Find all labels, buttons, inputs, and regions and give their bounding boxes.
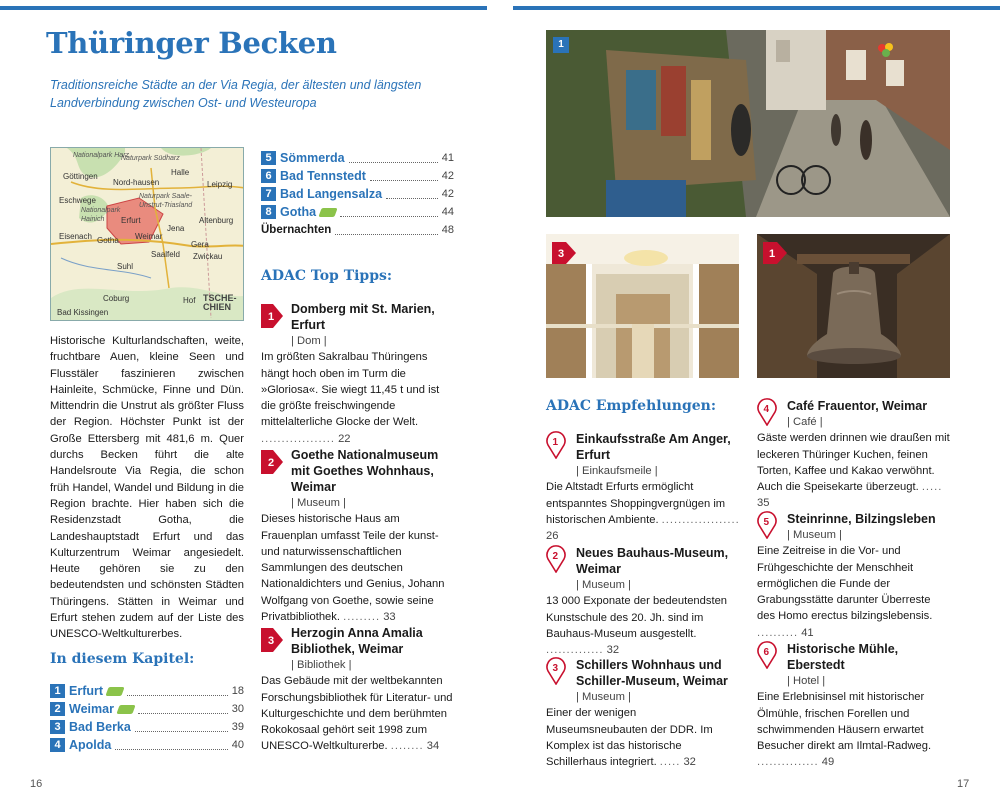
svg-text:2: 2 <box>268 457 275 469</box>
map-label: Naturpark Saale-Unstrut-Triasland <box>139 193 193 209</box>
red-arrow-marker-icon <box>552 240 578 266</box>
photo-anna-amalia-library <box>546 234 739 378</box>
recommendation-description: Die Altstadt Erfurts ermöglicht entspanntes Shoppingvergnügen im historischen Ambiente. <box>546 481 726 526</box>
recommendation-page: 26 <box>546 530 559 543</box>
street-photo-graphic <box>546 30 950 217</box>
green-sign-icon <box>116 705 135 714</box>
chapter-page: 18 <box>231 685 244 697</box>
tip-title[interactable]: Domberg mit St. Marien, Erfurt <box>291 302 435 332</box>
top-tip-item[interactable]: 1 Domberg mit St. Marien, Erfurt | Dom | Im größten Sakralbau Thüringens hängt hoch oben im Turm die »Gloriosa«. Sie wiegt 11,45 t und ist die größte freischwingende mittelalterliche Glocke der Welt. .................. 22 <box>261 301 455 447</box>
region-map[interactable] <box>50 147 244 321</box>
recommendation-title[interactable]: Neues Bauhaus-Museum, Weimar <box>576 546 729 576</box>
chapter-page: 30 <box>231 703 244 715</box>
map-label: Gotha <box>97 236 119 245</box>
subtitle: Traditionsreiche Städte an der Via Regia, der ältesten und längsten Landverbindung zwischen Ost- und Westeuropa <box>50 78 422 110</box>
chapter-page: 41 <box>441 152 454 164</box>
chapter-item[interactable] <box>261 203 454 221</box>
leader-dots <box>386 189 438 199</box>
tip-category: | Bibliothek | <box>291 659 352 671</box>
recommendation-description: Eine Erlebnisinsel mit historischer Ölmühle, frischen Forellen und schwimmenden Häusern erwartet Besucher direkt am Ilmtal-Radweg. <box>757 691 932 753</box>
recommendation-item[interactable]: 6 Historische Mühle, Eberstedt | Hotel | Eine Erlebnisinsel mit historischer Ölmühle, frischen Forellen und schwimmenden Häusern erwartet Besucher direkt am Ilmtal-Radweg. ............... 49 <box>757 641 951 771</box>
recommendation-page: 41 <box>801 626 814 639</box>
map-label: Leipzig <box>207 180 233 189</box>
chapter-item[interactable] <box>50 718 244 736</box>
chapter-item[interactable] <box>261 149 454 167</box>
page-number-right: 17 <box>957 778 970 790</box>
svg-text:5: 5 <box>763 517 770 528</box>
map-label: Eschwege <box>59 196 96 205</box>
overnight-label[interactable]: Übernachten <box>261 224 332 236</box>
green-sign-icon <box>105 687 124 696</box>
recommendation-description: Gäste werden drinnen wie draußen mit leckeren Thüringer Kuchen, feinen Torten, Kaffee und Kakao verwöhnt. Auch die Speisekarte überzeugt. <box>757 432 950 494</box>
recommendation-item[interactable]: 3 Schillers Wohnhaus und Schiller-Museum, Weimar | Museum | Einer der wenigen Museumsneubauten der DDR. Im Komplex ist das historische Schillerhaus integriert. ..... 32 <box>546 657 740 770</box>
red-arrow-marker-icon <box>261 304 283 328</box>
location-pin-icon <box>757 641 777 669</box>
chapter-page: 42 <box>441 170 454 182</box>
map-label: Göttingen <box>63 172 98 181</box>
svg-text:1: 1 <box>552 437 559 448</box>
recommendation-title[interactable]: Einkaufsstraße Am Anger, Erfurt <box>576 432 731 462</box>
recommendation-page: 32 <box>683 756 696 769</box>
tip-page: 33 <box>383 611 396 624</box>
green-sign-icon <box>318 208 337 217</box>
tip-page: 22 <box>338 432 351 445</box>
chapter-page: 39 <box>231 721 244 733</box>
tip-title[interactable]: Herzogin Anna Amalia Bibliothek, Weimar <box>291 626 423 656</box>
photo-badge: 1 <box>553 37 569 53</box>
red-arrow-marker-icon <box>261 450 283 474</box>
map-label: Zwickau <box>193 252 223 261</box>
chapter-number: 7 <box>261 187 276 201</box>
map-label: TSCHE-CHIEN <box>203 293 237 312</box>
chapter-item[interactable] <box>261 167 454 185</box>
map-label: Hof <box>183 296 196 305</box>
chapter-list-left <box>50 682 244 754</box>
chapter-item[interactable] <box>50 700 244 718</box>
tip-description: Im größten Sakralbau Thüringens hängt hoch oben im Turm die »Gloriosa«. Sie wiegt 11,45 t und ist die größte freischwingende mittelalterliche Glocke der Welt. <box>261 351 440 429</box>
tip-category: | Dom | <box>291 335 327 347</box>
map-label: Coburg <box>103 294 130 303</box>
chapter-page: 44 <box>441 206 454 218</box>
chapter-page: 40 <box>231 739 244 751</box>
chapter-item[interactable] <box>50 682 244 700</box>
recommendation-category: | Café | <box>787 416 823 428</box>
recommendation-category: | Museum | <box>576 691 631 703</box>
chapter-item[interactable] <box>50 736 244 754</box>
overnight-page: 48 <box>441 224 454 236</box>
map-label: Bad Kissingen <box>57 308 109 317</box>
leader-dots <box>349 153 438 163</box>
recommendation-title[interactable]: Historische Mühle, Eberstedt <box>787 642 899 672</box>
chapter-name[interactable]: Sömmerda <box>280 151 345 165</box>
recommendations-heading: ADAC Empfehlungen: <box>546 398 716 414</box>
chapter-number: 4 <box>50 738 65 752</box>
svg-text:3: 3 <box>268 635 275 647</box>
map-label: Nationalpark Harz <box>73 152 130 159</box>
map-label: Saalfeld <box>151 250 180 259</box>
overnight-item[interactable] <box>261 221 454 239</box>
leader-dots <box>127 686 228 696</box>
recommendation-page: 32 <box>606 644 620 657</box>
svg-text:3: 3 <box>558 248 565 260</box>
red-arrow-marker-icon <box>763 240 789 266</box>
chapter-name[interactable]: Bad Tennstedt <box>280 169 366 183</box>
svg-text:1: 1 <box>268 311 275 323</box>
chapter-item[interactable] <box>261 185 454 203</box>
map-label: Halle <box>171 168 190 177</box>
map-label: Naturpark Südharz <box>121 155 180 162</box>
chapter-number: 6 <box>261 169 276 183</box>
recommendation-title[interactable]: Schillers Wohnhaus und Schiller-Museum, Weimar <box>576 658 728 688</box>
map-label: Jena <box>167 224 185 233</box>
svg-text:3: 3 <box>552 663 559 674</box>
chapter-number: 2 <box>50 702 65 716</box>
map-label: Eisenach <box>59 232 92 241</box>
tip-description: Das Gebäude mit der weltbekannten Forschungsbibliothek für Literatur- und Kulturgeschichte und dem berühmten Rokokosaal gehört seit 1998 zum UNESCO-Weltkulturerbe. <box>261 675 453 753</box>
page-number-left: 16 <box>30 778 43 790</box>
top-rule-left <box>0 6 487 10</box>
tip-title[interactable]: Goethe Nationalmuseum mit Goethes Wohnhaus, Weimar <box>291 448 439 494</box>
chapter-number: 1 <box>50 684 65 698</box>
tip-category: | Museum | <box>291 497 346 509</box>
recommendation-page: 49 <box>821 756 835 769</box>
recommendation-category: | Museum | <box>576 579 631 591</box>
top-rule-right <box>513 6 1000 10</box>
chapter-name[interactable]: Erfurt <box>69 684 104 698</box>
leader-dots <box>335 225 437 235</box>
recommendation-item[interactable]: 2 Neues Bauhaus-Museum, Weimar | Museum | 13 000 Exponate der bedeutendsten Kunstschule des 20. Jh. sind im Bauhaus-Museum ausgestellt. .............. 32 <box>546 545 740 658</box>
svg-text:1: 1 <box>769 248 776 260</box>
chapter-page: 42 <box>441 188 454 200</box>
recommendation-item[interactable]: 5 Steinrinne, Bilzingsleben | Museum | Eine Zeitreise in die Vor- und Frühgeschichte der Menschheit ermöglichen die Funde der Grabungsstätte darunter Überreste des Homo erectus bilzingslebensis. .......... 41 <box>757 511 951 641</box>
location-pin-icon <box>546 431 566 459</box>
map-label: Nord-hausen <box>113 178 160 187</box>
map-label: Gera <box>191 240 209 249</box>
recommendation-category: | Museum | <box>787 529 842 541</box>
intro-text: Historische Kulturlandschaften, weite, fruchtbare Auen, kleine Seen und Flusstäler faszinieren zwischen Hainleite, Schmücke, Finne und Dün. Mittendrin die Unstrut als größter Fluss der Region. Höchster Punkt ist der Große Ettersberg mit 481,6 m. Quer durchs Becken führt die alte Handelsroute Via Regia, die schon früh Handel, Wandel und Bildung in die Region brachte. Hier haben sich die Residenzstadt Gotha, die Landeshauptstadt Erfurt und das Kulturzentrum Weimar angesiedelt. Heute gehören sie zu den bedeutendsten und schönsten Städten Thüringens. Stätten in Weimar und Erfurt stehen zudem auf der Liste des UNESCO-Weltkulturerbes. <box>50 335 244 641</box>
top-tips-heading: ADAC Top Tipps: <box>261 268 393 284</box>
chapter-number: 8 <box>261 205 276 219</box>
photo-kraemerbruecke-street <box>546 30 950 217</box>
chapter-name[interactable]: Apolda <box>69 738 112 752</box>
leader-dots <box>115 740 227 750</box>
recommendation-title[interactable]: Steinrinne, Bilzingsleben <box>787 512 936 526</box>
page-title: Thüringer Becken <box>46 26 337 60</box>
recommendation-item[interactable]: 1 Einkaufsstraße Am Anger, Erfurt | Einkaufsmeile | Die Altstadt Erfurts ermöglicht entspanntes Shoppingvergnügen im historischen Ambiente. ................... 26 <box>546 432 740 543</box>
tip-page: 34 <box>426 740 440 753</box>
recommendation-category: | Hotel | <box>787 675 826 687</box>
recommendation-description: 13 000 Exponate der bedeutendsten Kunstschule des 20. Jh. sind im Bauhaus-Museum ausgestellt. <box>546 595 728 640</box>
location-pin-icon <box>546 545 566 573</box>
chapter-name[interactable]: Gotha <box>280 205 317 219</box>
recommendation-category: | Einkaufsmeile | <box>576 465 658 477</box>
brand-logo-icon <box>876 42 896 58</box>
location-pin-icon <box>757 398 777 426</box>
svg-text:2: 2 <box>552 551 559 562</box>
chapter-name[interactable]: Bad Langensalza <box>280 187 383 201</box>
map-label: Altenburg <box>199 216 234 225</box>
recommendation-title[interactable]: Café Frauentor, Weimar <box>787 399 928 413</box>
map-label: Suhl <box>117 262 134 271</box>
chapter-name[interactable]: Weimar <box>69 702 114 716</box>
recommendation-description: Einer der wenigen Museumsneubauten der DDR. Im Komplex ist das historische Schillerhaus integriert. <box>546 707 713 769</box>
chapter-heading: In diesem Kapitel: <box>50 651 195 667</box>
recommendation-item[interactable]: 4 Café Frauentor, Weimar | Café | Gäste werden drinnen wie draußen mit leckeren Thüringer Kuchen, feinen Torten, Kaffee und Kakao verwöhnt. Auch die Speisekarte überzeugt. ..... 35 <box>757 399 950 510</box>
svg-text:6: 6 <box>763 647 770 658</box>
map-label: Weimar <box>135 232 163 241</box>
location-pin-icon <box>546 657 566 685</box>
tip-description: Dieses historische Haus am Frauenplan umfasst Teile der kunst- und naturwissenschaftlichen Sammlungen des deutschen Nationaldichters und Genius, Johann Wolfgang von Goethe, sowie seine Privatbibliothek. <box>261 513 445 624</box>
chapter-name[interactable]: Bad Berka <box>69 720 131 734</box>
photo-gloriosa-bell <box>757 234 950 378</box>
chapter-number: 3 <box>50 720 65 734</box>
location-pin-icon <box>757 511 777 539</box>
chapter-number: 5 <box>261 151 276 165</box>
top-tip-item[interactable]: 3 Herzogin Anna Amalia Bibliothek, Weimar | Bibliothek | Das Gebäude mit der weltbekannten Forschungsbibliothek für Literatur- und Kulturgeschichte und dem berühmten Rokokosaal gehört seit 1998 zum UNESCO-Weltkulturerbe. ........ 34 <box>261 625 455 755</box>
red-arrow-marker-icon <box>261 628 283 652</box>
top-tip-item[interactable]: 2 Goethe Nationalmuseum mit Goethes Wohnhaus, Weimar | Museum | Dieses historische Haus am Frauenplan umfasst Teile der kunst- und naturwissenschaftlichen Sammlungen des deutschen Nationaldichters und Genius, Johann Wolfgang von Goethe, sowie seine Privatbibliothek. ......... 33 <box>261 447 455 625</box>
svg-text:4: 4 <box>763 404 770 415</box>
recommendation-description: Eine Zeitreise in die Vor- und Frühgeschichte der Menschheit ermöglichen die Funde der Grabungsstätte darunter Überreste des Homo erectus bilzingslebensis. <box>757 545 933 623</box>
map-label: Erfurt <box>121 216 141 225</box>
leader-dots <box>340 207 438 217</box>
chapter-list-right <box>261 149 454 239</box>
leader-dots <box>138 704 228 714</box>
leader-dots <box>135 722 228 732</box>
recommendation-page: 35 <box>757 497 770 510</box>
leader-dots <box>370 171 438 181</box>
map-label: Nationalpark Hainich <box>81 207 121 223</box>
